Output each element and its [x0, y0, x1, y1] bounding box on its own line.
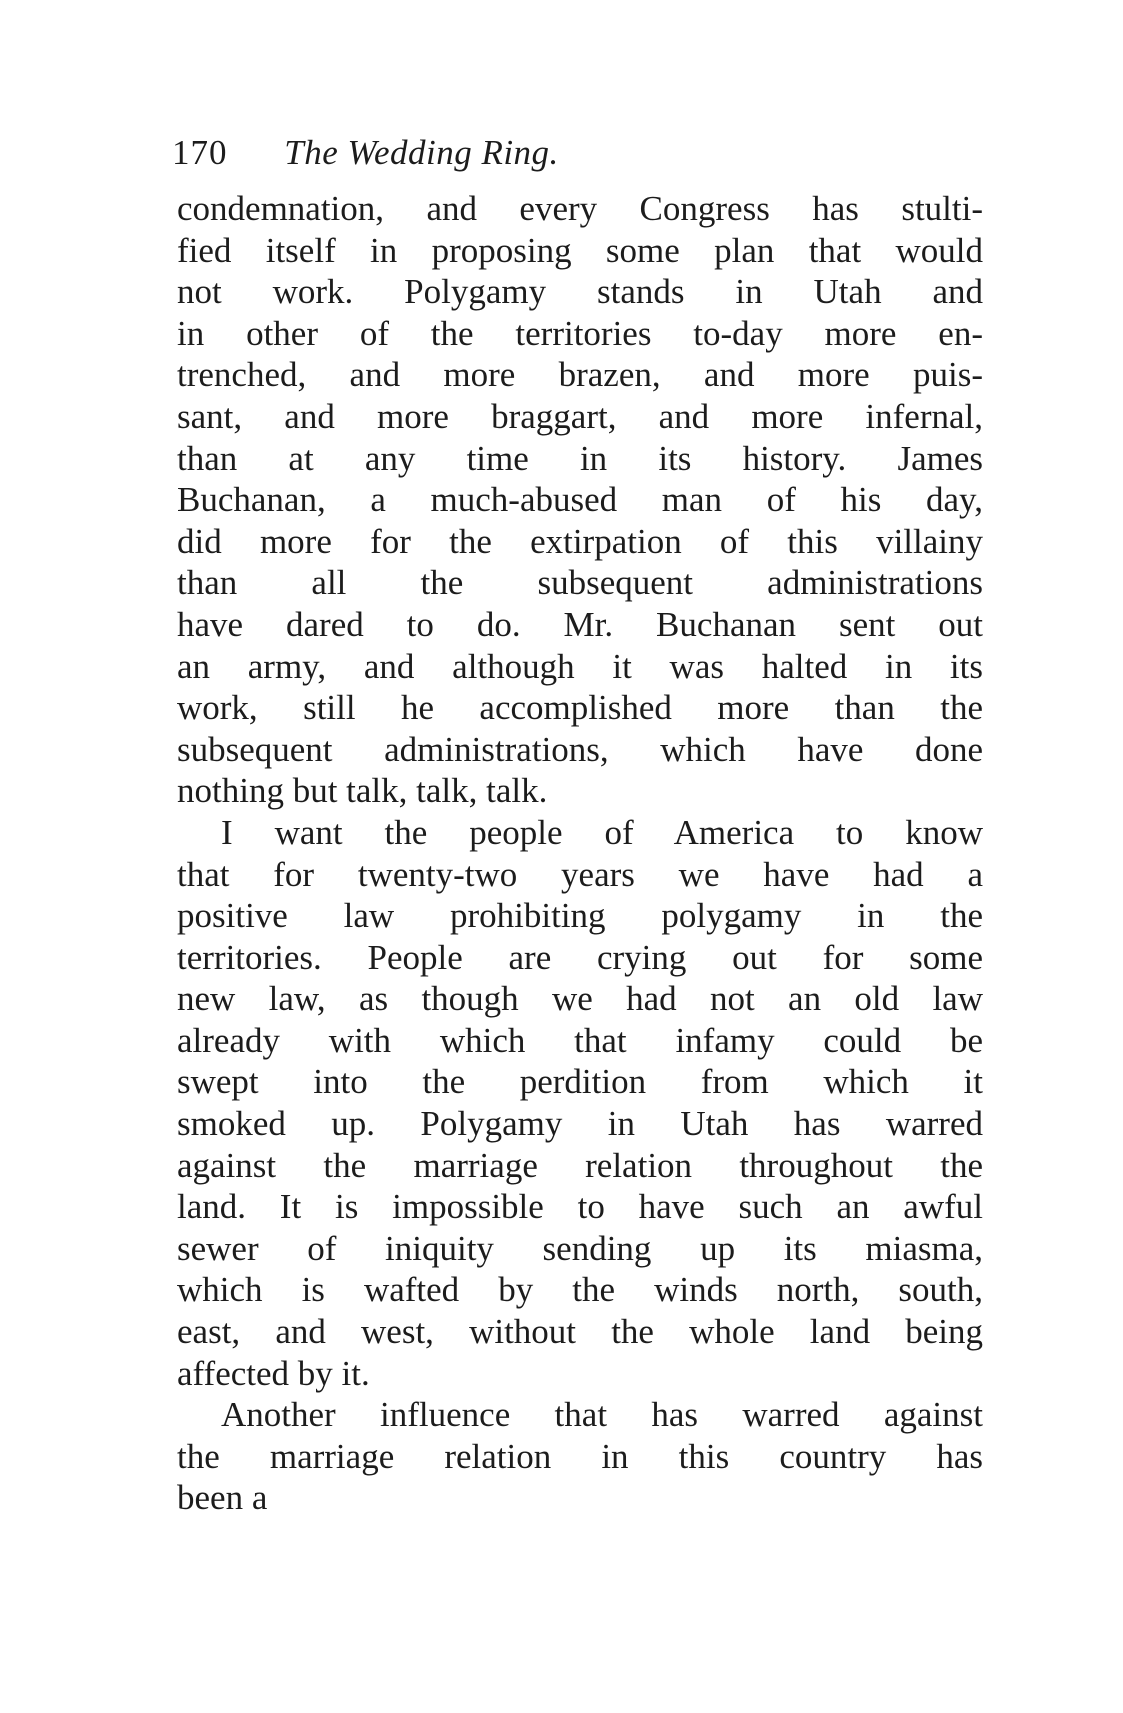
text-line: condemnation, and every Congress has stulti- — [177, 189, 983, 228]
page-number: 170 — [172, 133, 228, 172]
text-line: nothing but talk, talk, talk. — [177, 771, 548, 811]
body-text — [177, 188, 983, 1519]
running-title: The Wedding Ring. — [284, 133, 559, 172]
paragraph — [177, 188, 983, 812]
text-line: work, still he accomplished more than the — [177, 688, 983, 728]
text-line: sewer of iniquity sending up its miasma, — [177, 1228, 983, 1268]
text-line: than all the subsequent administrations — [177, 563, 983, 603]
text-line: in other of the territories to-day more en- — [177, 313, 983, 353]
text-line: which is wafted by the winds north, south, — [177, 1270, 983, 1310]
running-head — [172, 128, 792, 178]
text-line: already with which that infamy could be — [177, 1020, 983, 1060]
text-line: an army, and although it was halted in its — [177, 646, 983, 686]
text-line: Another influence that has warred against — [221, 1395, 983, 1435]
text-line: I want the people of America to know — [221, 812, 983, 852]
text-line: swept into the perdition from which it — [177, 1062, 983, 1102]
text-line: land. It is impossible to have such an awful — [177, 1187, 983, 1227]
text-line: subsequent administrations, which have done — [177, 729, 983, 769]
text-line: that for twenty-two years we have had a — [177, 854, 983, 894]
text-line: fied itself in proposing some plan that would — [177, 230, 983, 270]
text-line: than at any time in its history. James — [177, 438, 983, 478]
text-line: smoked up. Polygamy in Utah has warred — [177, 1104, 983, 1144]
paragraph — [177, 812, 983, 1394]
text-line: the marriage relation in this country has — [177, 1436, 983, 1476]
text-line: not work. Polygamy stands in Utah and — [177, 272, 983, 312]
text-line: positive law prohibiting polygamy in the — [177, 896, 983, 936]
text-line: east, and west, without the whole land being — [177, 1312, 983, 1352]
text-line: sant, and more braggart, and more infernal, — [177, 396, 983, 436]
text-line: new law, as though we had not an old law — [177, 979, 983, 1019]
text-line: trenched, and more brazen, and more puis- — [177, 355, 983, 395]
text-line: did more for the extirpation of this villainy — [177, 521, 983, 561]
paragraph — [177, 1394, 983, 1519]
text-line: been a — [177, 1478, 268, 1518]
text-line: affected by it. — [177, 1353, 370, 1393]
text-line: Buchanan, a much-abused man of his day, — [177, 480, 983, 520]
text-line: against the marriage relation throughout the — [177, 1145, 983, 1185]
text-line: territories. People are crying out for some — [177, 937, 983, 977]
text-line: have dared to do. Mr. Buchanan sent out — [177, 604, 983, 644]
